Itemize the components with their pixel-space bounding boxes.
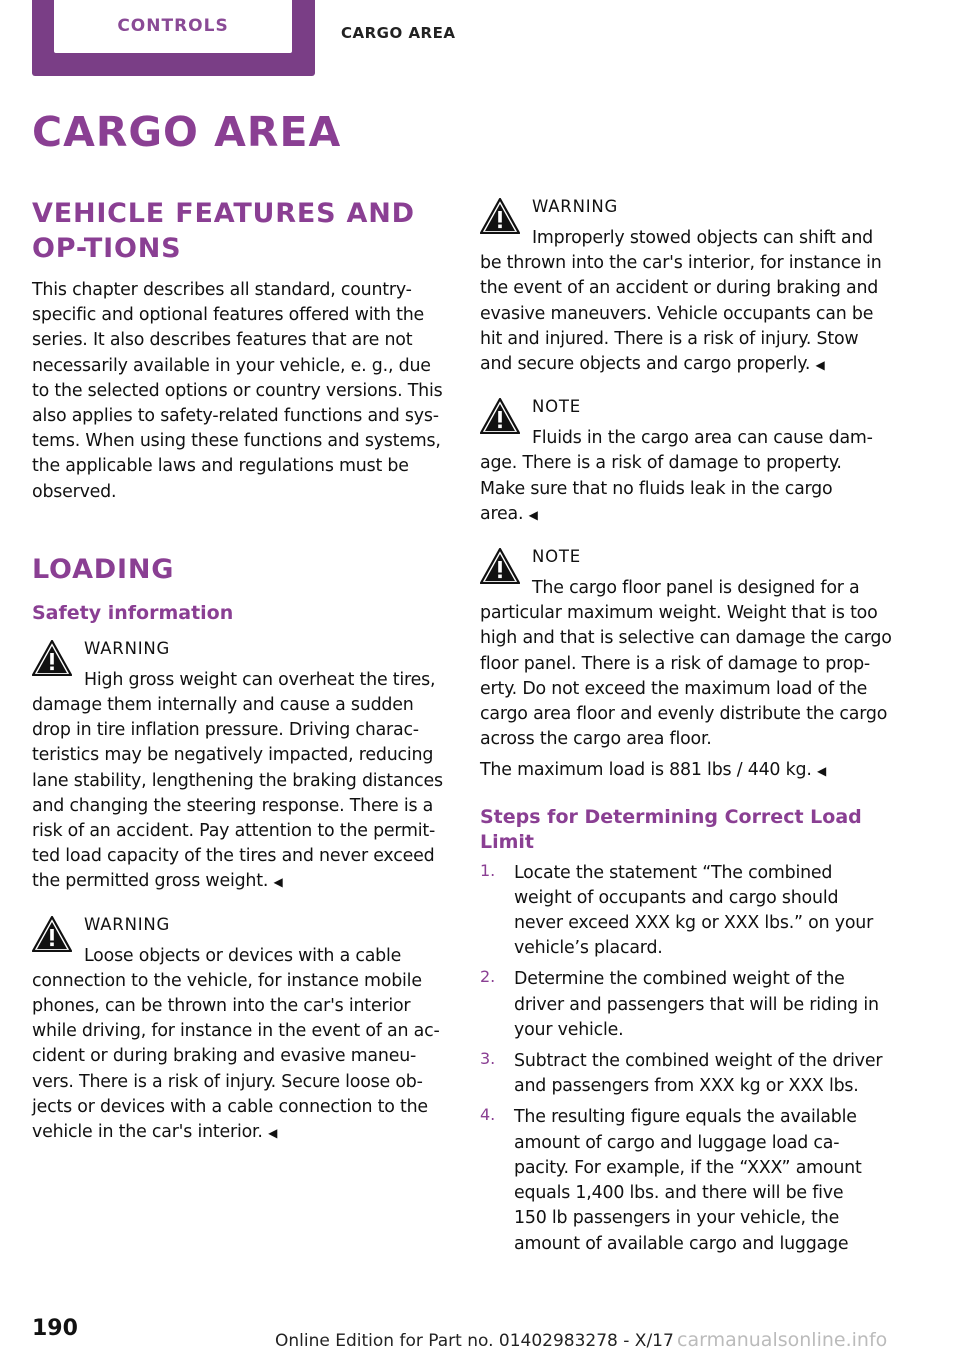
callout-text-line [32, 743, 448, 768]
left-column [32, 196, 448, 1146]
callout-first-line: High gross weight can overheat the tires, [84, 669, 436, 690]
warning-triangle-icon [32, 640, 72, 676]
body-text-line: observed. [32, 481, 117, 502]
callout-text-line [32, 718, 448, 743]
note-block [480, 396, 896, 528]
list-item-line: your vehicle. [514, 1019, 624, 1040]
footer-edition: Online Edition for Part no. 01402983278 - X/17 [275, 1331, 674, 1351]
callout-text: be thrown into the car's interior, for instance in [480, 253, 882, 274]
callout-text: hit and injured. There is a risk of injury. Stow [480, 328, 859, 349]
callout-text-line [480, 276, 896, 301]
warning-triangle-icon [480, 198, 520, 234]
warning-triangle-icon [32, 916, 72, 952]
callout-text: connection to the vehicle, for instance mobile [32, 970, 422, 991]
list-item-line: pacity. For example, if the “XXX” amount [514, 1157, 862, 1178]
callout-text: high and that is selective can damage the cargo [480, 628, 892, 649]
callout-text: vers. There is a risk of injury. Secure loose ob- [32, 1071, 423, 1092]
list-item-line: and passengers from XXX kg or XXX lbs. [514, 1076, 859, 1097]
callout-text: cident or during braking and evasive maneu- [32, 1046, 417, 1067]
end-mark: ◀ [817, 764, 827, 779]
callout-text-line [32, 844, 448, 869]
callout-text-line [32, 769, 448, 794]
tab-controls-label: CONTROLS [117, 15, 229, 36]
list-item-number: 2. [480, 967, 496, 987]
callout-text-line [480, 477, 896, 502]
tab-controls-inner [54, 0, 292, 53]
tab-cargo-area[interactable]: CARGO AREA [341, 24, 456, 42]
callout-text: cargo area floor and evenly distribute the cargo [480, 704, 888, 725]
list-item [480, 861, 896, 962]
end-mark: ◀ [528, 507, 538, 522]
callout-text: and changing the steering response. There is a [32, 795, 434, 816]
end-mark: ◀ [273, 875, 283, 890]
note-block [480, 546, 896, 785]
list-item-line: never exceed XXX kg or XXX lbs.” on your [514, 913, 874, 934]
callout-text: particular maximum weight. Weight that is too [480, 603, 878, 624]
callout-text-line [480, 327, 896, 352]
subheading-safety-information: Safety information [32, 601, 234, 624]
callout-first-line: Loose objects or devices with a cable [84, 945, 402, 966]
callout-text: risk of an accident. Pay attention to the permit- [32, 821, 436, 842]
steps-heading-line: Limit [480, 830, 535, 853]
steps-list [480, 861, 896, 1257]
end-mark: ◀ [815, 358, 825, 373]
list-item-line: Determine the combined weight of the [514, 969, 845, 990]
watermark: carmanualsonline.info [677, 1329, 888, 1351]
list-item-line: equals 1,400 lbs. and there will be five [514, 1183, 844, 1204]
callout-text: jects or devices with a cable connection to the [32, 1096, 428, 1117]
callout-text-line [32, 1044, 448, 1069]
callout-text: and secure objects and cargo properly. [480, 354, 811, 375]
callout-text: drop in tire inflation pressure. Driving charac- [32, 720, 419, 741]
callout-text-line [32, 794, 448, 819]
list-item-line: Subtract the combined weight of the driver [514, 1051, 883, 1072]
callout-text-line [32, 1095, 448, 1120]
section-heading-loading: LOADING [32, 553, 175, 585]
callout-text-line [480, 601, 896, 626]
callout-text-line [480, 727, 896, 752]
callout-text: damage them internally and cause a sudden [32, 695, 414, 716]
callout-text-line [32, 693, 448, 718]
callout-title: WARNING [532, 197, 619, 216]
callout-text-line [480, 502, 896, 528]
body-text-line: specific and optional features offered with the [32, 305, 425, 326]
callout-text-line [32, 994, 448, 1019]
callout-text: while driving, for instance in the event of an ac- [32, 1021, 440, 1042]
callout-title: WARNING [84, 914, 171, 934]
max-load-line [480, 758, 896, 784]
list-item-line: vehicle’s placard. [514, 938, 663, 959]
warning-triangle-icon [480, 398, 520, 434]
callout-text-line [480, 652, 896, 677]
list-item-line: weight of occupants and cargo should [514, 887, 839, 908]
callout-text-line [480, 251, 896, 276]
page-title: CARGO AREA [32, 108, 342, 156]
warning-triangle-icon [480, 548, 520, 584]
callout-text-line [480, 702, 896, 727]
callout-text-line [32, 1070, 448, 1095]
max-load-text: The maximum load is 881 lbs / 440 kg. [480, 760, 812, 781]
callout-text-line [480, 677, 896, 702]
list-item-number: 4. [480, 1105, 496, 1125]
callout-text-line [480, 352, 896, 378]
callout-text: the event of an accident or during braking and [480, 278, 879, 299]
body-text-line: necessarily available in your vehicle, e. g., due [32, 355, 431, 376]
list-item-number: 1. [480, 860, 496, 880]
body-text-line: series. It also describes features that are not [32, 330, 413, 351]
list-item-line: amount of available cargo and luggage [514, 1233, 849, 1254]
steps-heading-line: Steps for Determining Correct Load [480, 805, 862, 828]
end-mark: ◀ [268, 1126, 278, 1141]
warning-block [480, 196, 896, 378]
callout-text-line [32, 969, 448, 994]
list-item-line: amount of cargo and luggage load ca- [514, 1132, 840, 1153]
intro-paragraph [32, 278, 448, 505]
callout-text: area. [480, 503, 524, 524]
callout-text-line [480, 451, 896, 476]
callout-first-line: Improperly stowed objects can shift and [532, 228, 874, 248]
header-tabs [0, 0, 960, 80]
section-heading-text: VEHICLE FEATURES AND OP-TIONS [32, 198, 415, 264]
body-text-line: also applies to safety-related functions and sys- [32, 406, 439, 427]
callout-text: ted load capacity of the tires and never exceed [32, 846, 435, 867]
callout-text: erty. Do not exceed the maximum load of the [480, 678, 868, 699]
callout-first-line: Fluids in the cargo area can cause dam- [532, 428, 873, 449]
list-item-line: driver and passengers that will be riding in [514, 994, 879, 1015]
body-text-line: tems. When using these functions and systems, [32, 431, 441, 452]
list-item [480, 967, 896, 1043]
callout-text: evasive maneuvers. Vehicle occupants can be [480, 303, 874, 324]
callout-text: lane stability, lengthening the braking distances [32, 770, 443, 791]
list-item [480, 1049, 896, 1099]
list-item [480, 1105, 896, 1256]
right-column [480, 196, 896, 1263]
list-item-number: 3. [480, 1049, 496, 1069]
callout-text: the permitted gross weight. [32, 871, 269, 892]
callout-first-line: The cargo floor panel is designed for a [532, 578, 860, 599]
callout-text: Make sure that no fluids leak in the cargo [480, 478, 833, 499]
callout-text-line [32, 819, 448, 844]
callout-text: teristics may be negatively impacted, reducing [32, 745, 434, 766]
callout-text-line [32, 1019, 448, 1044]
callout-text-line [480, 302, 896, 327]
callout-title: NOTE [532, 397, 582, 417]
warning-block [32, 914, 448, 1147]
list-item-line: 150 lb passengers in your vehicle, the [514, 1208, 840, 1229]
callout-text-line [480, 626, 896, 651]
page-number: 190 [32, 1316, 78, 1341]
body-text-line: This chapter describes all standard, country- [32, 280, 412, 300]
callout-title: WARNING [84, 638, 171, 658]
section-heading-vehicle-features [32, 196, 448, 266]
callout-text: phones, can be thrown into the car's interior [32, 996, 411, 1017]
callout-text: across the cargo area floor. [480, 729, 712, 750]
body-text-line: to the selected options or country versions. This [32, 380, 443, 401]
callout-text-line [32, 1120, 448, 1146]
callout-text: floor panel. There is a risk of damage to prop- [480, 653, 870, 674]
callout-text-line [32, 869, 448, 895]
tab-controls[interactable] [32, 0, 315, 76]
callout-title: NOTE [532, 547, 582, 567]
warning-block [32, 638, 448, 896]
steps-heading [480, 805, 896, 855]
list-item-line: The resulting figure equals the available [514, 1107, 857, 1128]
callout-text: vehicle in the car's interior. [32, 1122, 263, 1143]
list-item-line: Locate the statement “The combined [514, 862, 833, 883]
body-text-line: the applicable laws and regulations must be [32, 456, 409, 477]
callout-text: age. There is a risk of damage to property. [480, 453, 842, 474]
